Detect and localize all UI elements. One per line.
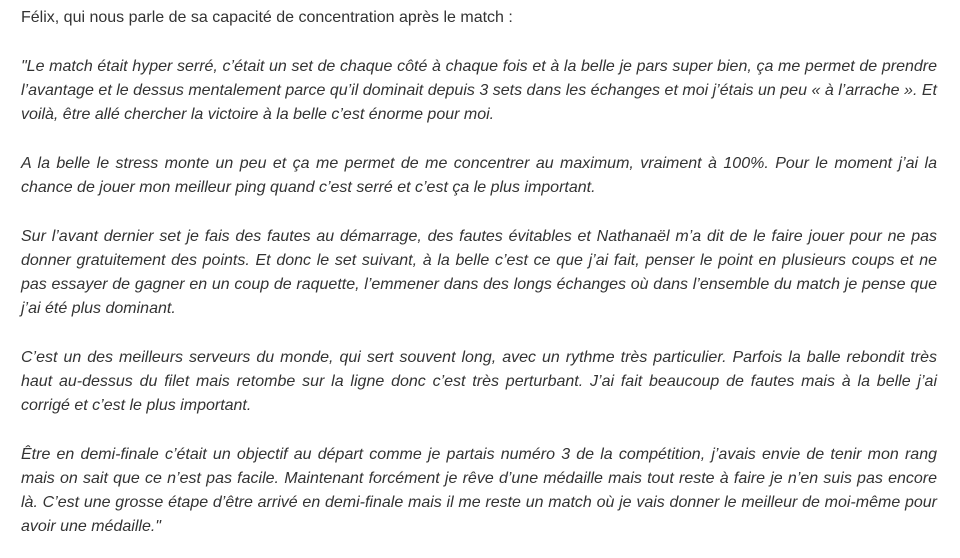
quote-paragraph-5: Être en demi-finale c’était un objectif au départ comme je partais numéro 3 de la compétition, j’avais envie de tenir mon rang mais on sait que ce n’est pas facile. Maintenant forcément je rêve d’une médaille mais tout reste à faire je n’en suis pas encore là. C’est une grosse étape d’être arrivé en demi-finale mais il me reste un match où je vais donner le meilleur de moi-même pour avoir une médaille." xyxy=(21,446,937,535)
article-body xyxy=(21,6,937,539)
quote-paragraph-3: Sur l’avant dernier set je fais des fautes au démarrage, des fautes évitables et Nathanaël m’a dit de le faire jouer pour ne pas donner gratuitement des points. Et donc le set suivant, à la belle c’est ce que j’ai fait, penser le point en plusieurs coups et ne pas essayer de gagner en un coup de raquette, l’emmener dans des longs échanges où dans l’ensemble du match je pense que j’ai été plus dominant. xyxy=(21,228,937,317)
quote-paragraph-4: C’est un des meilleurs serveurs du monde, qui sert souvent long, avec un rythme très particulier. Parfois la balle rebondit très haut au-dessus du filet mais retombe sur la ligne donc c’est très perturbant. J’ai fait beaucoup de fautes mais à la belle j’ai corrigé et c’est le plus important. xyxy=(21,349,937,414)
intro-paragraph: Félix, qui nous parle de sa capacité de concentration après le match : xyxy=(21,9,513,26)
quote-paragraph-2: A la belle le stress monte un peu et ça me permet de me concentrer au maximum, vraiment à 100%. Pour le moment j’ai la chance de jouer mon meilleur ping quand c’est serré et c’est ça le plus important. xyxy=(21,155,937,196)
quote-paragraph-1: "Le match était hyper serré, c’était un set de chaque côté à chaque fois et à la belle je pars super bien, ça me permet de prendre l’avantage et le dessus mentalement parce qu’il dominait depuis 3 sets dans les échanges et moi j’étais un peu « à l’arrache ». Et voilà, être allé chercher la victoire à la belle c’est énorme pour moi. xyxy=(21,58,937,123)
